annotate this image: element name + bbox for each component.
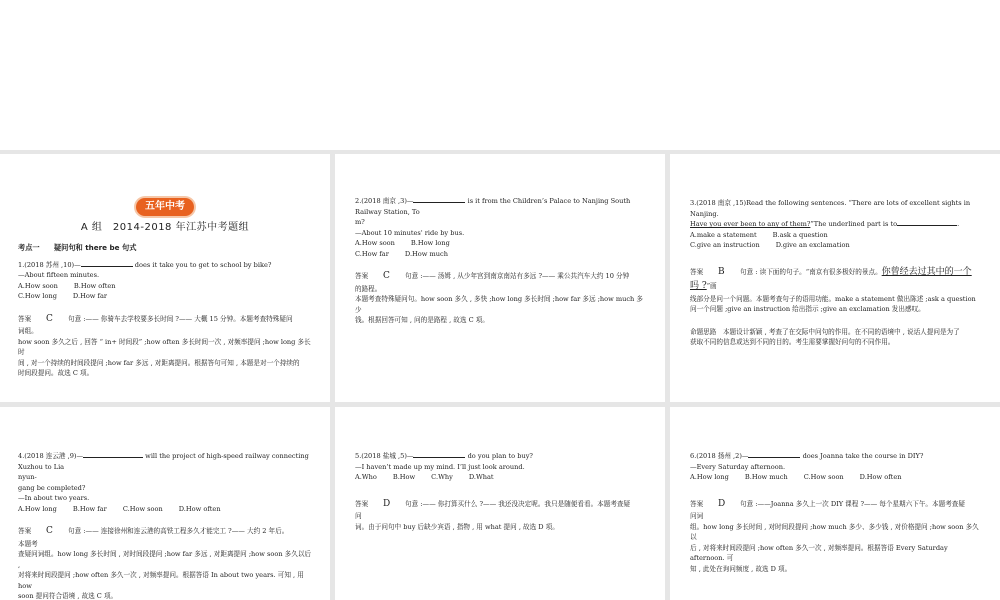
answer-key: C bbox=[46, 313, 53, 324]
answer-key: C bbox=[46, 526, 53, 537]
group-title: A 组 2014-2018 年江苏中考题组 bbox=[80, 222, 250, 233]
options-row bbox=[690, 472, 980, 483]
point-title: 考点一 疑问句和 there be 句式 bbox=[18, 243, 137, 252]
slide-1[interactable] bbox=[0, 154, 330, 402]
option-a: A.How long bbox=[18, 504, 57, 513]
answer-blank bbox=[413, 451, 465, 458]
question-reply: —About 10 minutes' ride by bus. bbox=[355, 228, 465, 237]
option-c: C.How far bbox=[355, 249, 389, 258]
answer-label: 答案 bbox=[690, 499, 704, 508]
note-line: 获取不同的信息或达到不同的目的。考生需要掌握好问句的不同作用。 bbox=[690, 338, 895, 347]
answer-block bbox=[355, 497, 645, 511]
question-reply: —About fifteen minutes. bbox=[18, 271, 100, 280]
options-row-1 bbox=[355, 238, 645, 249]
explanation-line: 句意 :—— 你打算买什么 ?—— 我还没决定呢。我只是随便看看。本题考查疑 bbox=[405, 499, 631, 508]
question-text: will the project of high-speed railway connecting Xuzhou to Lia bbox=[18, 452, 309, 471]
explanation-line: 的路程。 bbox=[355, 284, 382, 293]
answer-blank bbox=[83, 451, 143, 458]
answer-label: 答案 bbox=[18, 527, 32, 536]
answer-blank bbox=[413, 196, 465, 203]
option-c: C.give an instruction bbox=[690, 241, 760, 250]
explanation-line: 句意 :—— 连接徐州和连云港的高铁工程多久才能完工 ?—— 大约 2 年后。 bbox=[68, 527, 289, 536]
explanation-line: 本题考 bbox=[18, 539, 38, 548]
slide-6[interactable] bbox=[670, 407, 1000, 600]
option-b: B.How long bbox=[410, 239, 450, 248]
question-3: 3.(2018 南京 ,15)Read the following sentences. “There are lots of excellent sights in Nanjing. bbox=[690, 199, 971, 218]
answer-key: D bbox=[383, 498, 391, 509]
question-text: is it from the Children’s Palace to Nanjing South Railway Station, To bbox=[355, 197, 631, 216]
question-5 bbox=[355, 451, 645, 462]
options-row-1 bbox=[18, 281, 312, 292]
note-line: 本题设计新颖 , 考查了在交际中问句的作用。在不同的语境中 , 说话人提问是为了 bbox=[722, 327, 960, 336]
question-continuation: m? bbox=[355, 218, 365, 227]
slide-2[interactable] bbox=[335, 154, 665, 402]
question-continuation: gang be completed? bbox=[18, 483, 86, 492]
slide-4[interactable] bbox=[0, 407, 330, 600]
answer-blank bbox=[748, 451, 800, 458]
answer-key: C bbox=[383, 271, 390, 282]
question-text: do you plan to buy? bbox=[465, 452, 533, 460]
question-continuation bbox=[690, 219, 980, 230]
option-a: A.make a statement bbox=[690, 230, 757, 239]
question-2 bbox=[355, 196, 645, 217]
answer-block bbox=[355, 269, 645, 283]
question-6 bbox=[690, 451, 980, 462]
explanation-line: 句意 :——Joanna 多久上一次 DIY 课程 ?—— 每个星期六下午。本题考查疑 bbox=[740, 499, 965, 508]
explanation-line: 句意 : 读下面的句子。“南京有很多极好的景点。 bbox=[740, 267, 882, 276]
explanation-line: how soon 多久之后 , 回答 “ in+ 时间段” ;how often 多长时间一次 , 对频率提问 ;how long 多长时 bbox=[18, 337, 311, 357]
question-prefix: 5.(2018 盐城 ,5)— bbox=[355, 452, 414, 460]
question-prefix: 2.(2018 南京 ,3)— bbox=[355, 197, 414, 205]
question-text: does it take you to get to school by bike? bbox=[132, 260, 272, 269]
explanation-line: 线部分是问一个问题。本题考查句子的语用功能。make a statement 做出陈述 ;ask a question bbox=[690, 294, 976, 303]
answer-label: 答案 bbox=[355, 499, 369, 508]
option-d: D.How far bbox=[72, 292, 108, 301]
question-prefix: 6.(2018 扬州 ,2)— bbox=[690, 452, 749, 460]
answer-label: 答案 bbox=[18, 314, 32, 323]
explanation-line: 钱。根据回答可知 , 问的是路程 , 故选 C 项。 bbox=[355, 316, 489, 325]
option-d: D.What bbox=[468, 473, 494, 482]
option-d: D.How much bbox=[404, 249, 448, 258]
explanation-line: ”画 bbox=[706, 282, 717, 291]
question-4 bbox=[18, 451, 312, 472]
answer-block bbox=[18, 312, 312, 326]
explanation-line: 句意 :—— 汤姆 , 从少年宫到南京南站有多远 ?—— 乘公共汽车大约 10 分钟 bbox=[405, 272, 630, 281]
option-d: D.give an exclamation bbox=[775, 241, 850, 250]
explanation-line: 词组。 bbox=[18, 327, 38, 336]
answer-key: D bbox=[718, 498, 726, 509]
explanation-line: 对将来时间段提问 ;how often 多久一次 , 对频率提问。根据答语 In about two years. 可知 , 用 how bbox=[18, 571, 304, 590]
explanation-line: 问 bbox=[355, 512, 362, 521]
explanation-line: 知 , 此处在询问频度 , 故选 D 项。 bbox=[690, 564, 792, 573]
answer-key: B bbox=[718, 266, 725, 277]
answer-block bbox=[690, 497, 980, 511]
explanation-line: 时间段提问。故选 C 项。 bbox=[18, 369, 94, 378]
option-c: C.Why bbox=[431, 473, 453, 482]
question-text: does Joanna take the course in DIY? bbox=[800, 452, 924, 460]
answer-blank bbox=[81, 260, 133, 267]
question-1 bbox=[18, 260, 312, 271]
explanation-line: 问一个问题 ;give an instruction 给出指示 ;give an exclamation 发出感叹。 bbox=[690, 305, 925, 314]
option-a: A.How soon bbox=[18, 281, 58, 290]
answer-blank bbox=[897, 219, 960, 229]
section-badge: 五年中考 bbox=[136, 198, 194, 216]
option-c: C.How long bbox=[18, 292, 57, 301]
option-b: B.How often bbox=[73, 281, 116, 290]
option-a: A.How long bbox=[690, 473, 729, 482]
question-prefix: 1.(2018 苏州 ,10)— bbox=[18, 260, 81, 269]
option-c: C.How soon bbox=[803, 473, 844, 482]
explanation-line: 后 , 对将来时间段提问 ;how often 多久一次 , 对频率提问。根据答语 Every Saturday afternoon. 可 bbox=[690, 543, 948, 563]
explanation-line: soon 提问符合语境 , 故选 C 项。 bbox=[18, 592, 118, 600]
options-row-2 bbox=[355, 249, 645, 260]
explanation-line: 问词 bbox=[690, 512, 704, 521]
question-reply: —In about two years. bbox=[18, 494, 90, 503]
underlined-question: Have you ever been to any of them? bbox=[690, 220, 811, 229]
question-end: . bbox=[957, 220, 960, 229]
options-row bbox=[355, 472, 645, 483]
explanation-line: 本题考查特殊疑问句。how soon 多久 , 多快 ;how long 多长时间 ;how far 多远 ;how much 多少 bbox=[355, 295, 643, 314]
explanation-line: 组。how long 多长时间 , 对时间段提问 ;how much 多少、多少钱 , 对价格提问 ;how soon 多久以 bbox=[690, 522, 979, 542]
explanation-line: 词。由于问句中 buy 后缺少宾语 , 指物 , 用 what 提问 , 故选 D 项。 bbox=[355, 522, 559, 531]
option-b: B.ask a question bbox=[772, 230, 828, 239]
option-b: B.How far bbox=[72, 504, 107, 513]
option-b: B.How bbox=[392, 473, 416, 482]
answer-label: 答案 bbox=[355, 272, 369, 281]
option-a: A.How soon bbox=[355, 239, 395, 248]
options-row bbox=[18, 504, 312, 515]
question-prefix: 4.(2018 连云港 ,9)— bbox=[18, 452, 84, 460]
note-label: 命题思路 bbox=[690, 327, 717, 336]
answer-block bbox=[690, 265, 980, 294]
options-row-2 bbox=[690, 240, 980, 251]
top-blank-area bbox=[0, 0, 1000, 150]
option-c: C.How soon bbox=[122, 504, 163, 513]
slide-5[interactable] bbox=[335, 407, 665, 600]
option-a: A.Who bbox=[355, 473, 377, 482]
underlined-translation: 你曾经去过其中的一个吗 ? bbox=[690, 266, 972, 292]
question-text: ”The underlined part is to bbox=[810, 220, 898, 229]
slide-3[interactable] bbox=[670, 154, 1000, 402]
options-row-2 bbox=[18, 291, 312, 302]
note-block bbox=[690, 327, 980, 338]
question-reply: —Every Saturday afternoon. bbox=[690, 462, 786, 471]
question-continuation: nyun- bbox=[18, 473, 37, 482]
explanation-line: 句意 :—— 你骑车去学校要多长时间 ?—— 大概 15 分钟。本题考查特殊疑问 bbox=[68, 314, 293, 323]
explanation-line: 间 , 对一个持续的时间段提问 ;how far 多远 , 对距离提问。根据答句可知 , 本题是对一个持续的 bbox=[18, 358, 300, 367]
options-row-1 bbox=[690, 230, 980, 241]
option-b: B.How much bbox=[744, 473, 788, 482]
answer-label: 答案 bbox=[690, 267, 704, 276]
option-d: D.How often bbox=[178, 504, 221, 513]
answer-block bbox=[18, 524, 312, 538]
explanation-line: 查疑问词组。how long 多长时间 , 对时间段提问 ;how far 多远 , 对距离提问 ;how soon 多久以后 , bbox=[18, 550, 312, 569]
question-reply: —I haven’t made up my mind. I’ll just look around. bbox=[355, 462, 525, 471]
option-d: D.How often bbox=[859, 473, 902, 482]
